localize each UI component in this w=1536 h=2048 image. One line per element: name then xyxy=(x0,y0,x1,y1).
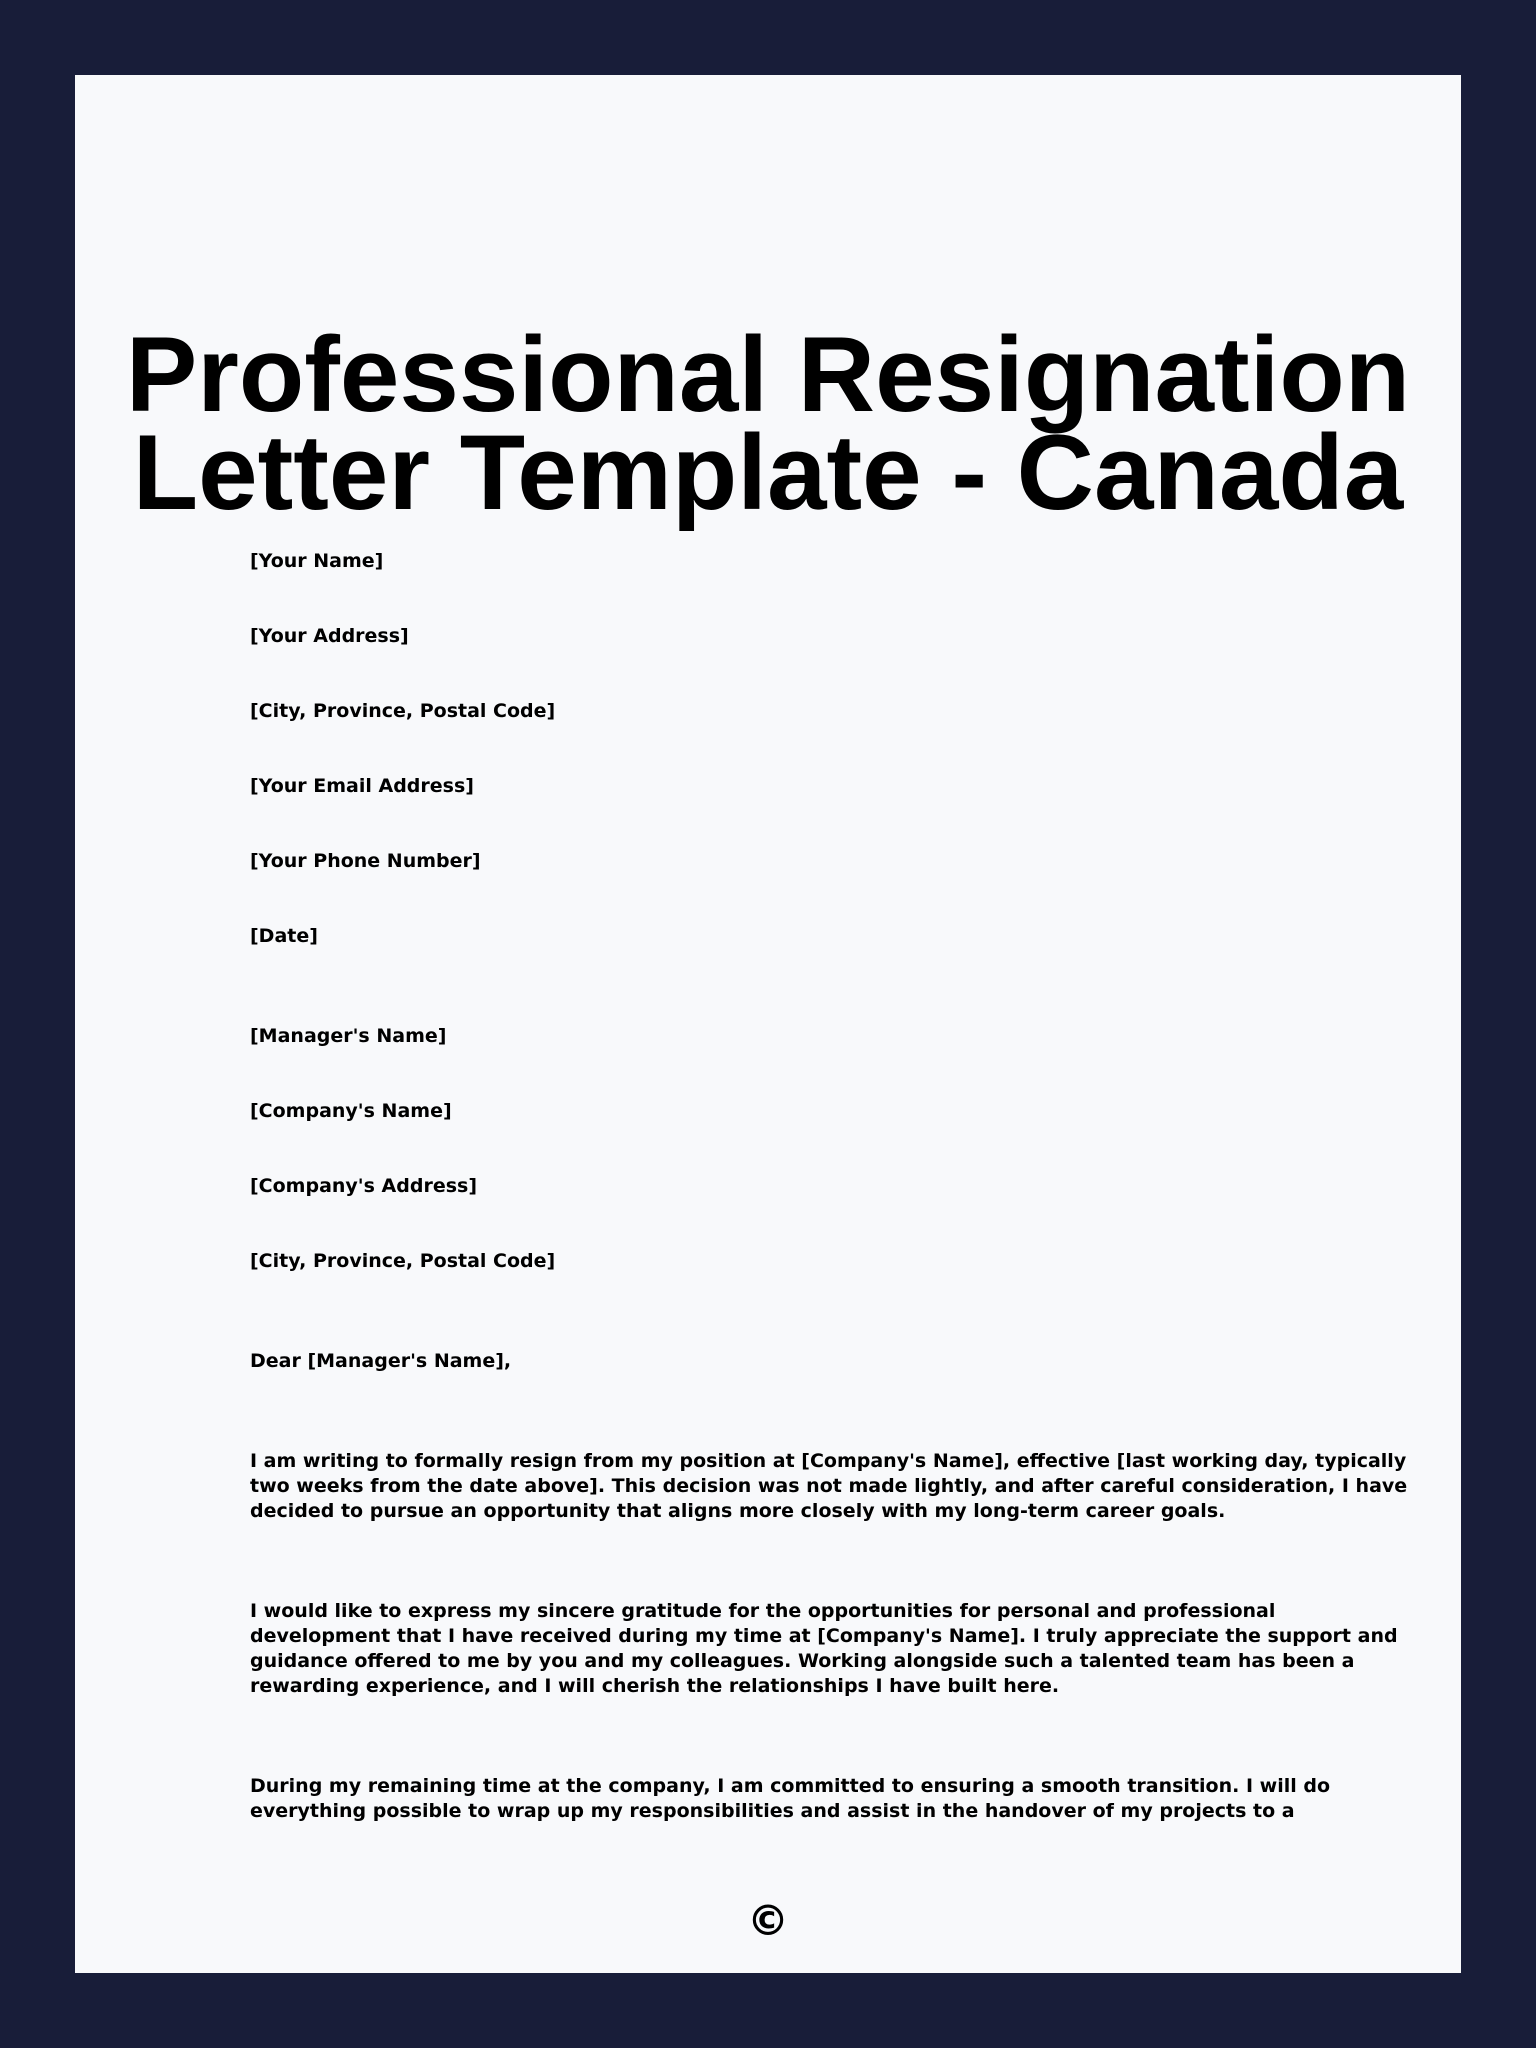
paragraph-3 xyxy=(250,1774,1330,1824)
title-line-1: Professional Resignation xyxy=(125,314,1411,434)
paragraph-line: I am writing to formally resign from my position at [Company's Name], effective [last working day, typically xyxy=(250,1450,1407,1472)
salutation: Dear [Manager's Name], xyxy=(250,1350,512,1372)
recipient-company-address: [Company's Address] xyxy=(250,1175,478,1197)
paragraph-line: two weeks from the date above]. This decision was not made lightly, and after careful consideration, I have xyxy=(250,1475,1408,1497)
paragraph-line: During my remaining time at the company, I am committed to ensuring a smooth transition. I will do xyxy=(250,1775,1330,1797)
paragraph-1 xyxy=(250,1449,1408,1524)
recipient-company-name: [Company's Name] xyxy=(250,1100,452,1122)
title-line-2: Letter Template - Canada xyxy=(132,412,1404,532)
sender-city: [City, Province, Postal Code] xyxy=(250,700,556,722)
sender-email: [Your Email Address] xyxy=(250,775,474,797)
copyright-icon: © xyxy=(747,1896,789,1945)
paragraph-2 xyxy=(250,1599,1398,1699)
sender-phone: [Your Phone Number] xyxy=(250,850,481,872)
paragraph-line: guidance offered to me by you and my colleagues. Working alongside such a talented team has been a xyxy=(250,1650,1355,1672)
sender-name: [Your Name] xyxy=(250,550,384,572)
letter-page xyxy=(75,75,1461,1973)
recipient-city: [City, Province, Postal Code] xyxy=(250,1250,556,1272)
paragraph-line: rewarding experience, and I will cherish the relationships I have built here. xyxy=(250,1675,1060,1697)
paragraph-line: everything possible to wrap up my responsibilities and assist in the handover of my projects to a xyxy=(250,1800,1295,1822)
paragraph-line: development that I have received during my time at [Company's Name]. I truly appreciate the support and xyxy=(250,1625,1398,1647)
sender-address: [Your Address] xyxy=(250,625,409,647)
paragraph-line: decided to pursue an opportunity that aligns more closely with my long-term career goals. xyxy=(250,1500,1226,1522)
recipient-manager-name: [Manager's Name] xyxy=(250,1025,447,1047)
page-title xyxy=(75,314,1461,532)
paragraph-line: I would like to express my sincere gratitude for the opportunities for personal and professional xyxy=(250,1600,1276,1622)
letter-date: [Date] xyxy=(250,925,318,947)
